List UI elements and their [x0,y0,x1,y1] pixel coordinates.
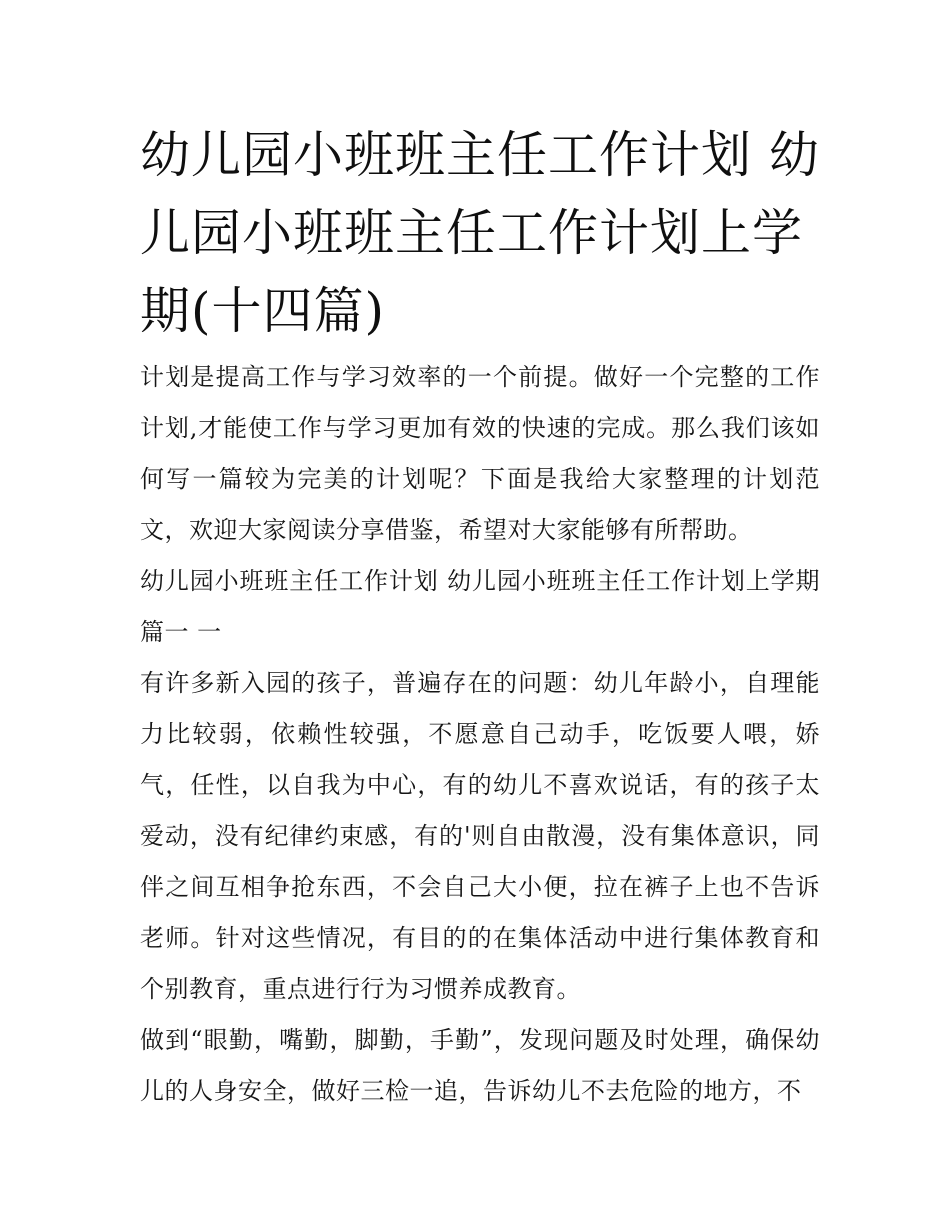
section-heading: 幼儿园小班班主任工作计划 幼儿园小班班主任工作计划上学期篇一 一 [140,567,820,646]
document-body [140,352,820,1117]
document-title: 幼儿园小班班主任工作计划 幼儿园小班班主任工作计划上学期(十四篇) [140,126,820,340]
intro-paragraph: 计划是提高工作与学习效率的一个前提。做好一个完整的工作计划,才能使工作与学习更加有效的快速的完成。那么我们该如何写一篇较为完美的计划呢？下面是我给大家整理的计划范文，欢迎大家阅读分享借鉴，希望对大家能够有所帮助。 [140,363,820,544]
body-paragraph: 有许多新入园的孩子，普遍存在的问题：幼儿年龄小，自理能力比较弱，依赖性较强，不愿意自己动手，吃饭要人喂，娇气，任性，以自我为中心，有的幼儿不喜欢说话，有的孩子太爱动，没有纪律约束感，有的'则自由散漫，没有集体意识，同伴之间互相争抢东西，不会自己大小便，拉在裤子上也不告诉老师。针对这些情况，有目的的在集体活动中进行集体教育和个别教育，重点进行行为习惯养成教育。 [140,669,820,1003]
body-paragraph: 做到“眼勤，嘴勤，脚勤，手勤”，发现问题及时处理，确保幼儿的人身安全，做好三检一追，告诉幼儿不去危险的地方，不 [140,1026,820,1105]
